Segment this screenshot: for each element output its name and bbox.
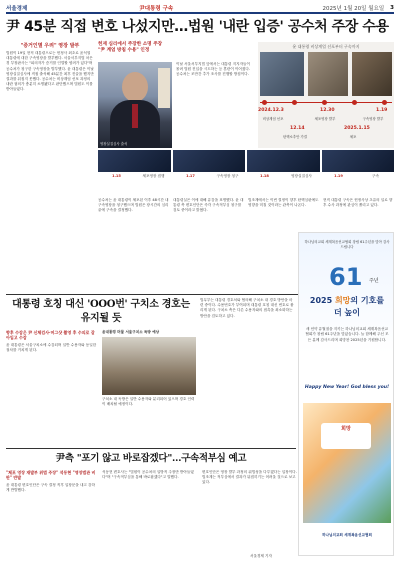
story2-column-3 [200,298,294,446]
timeline-photo [322,150,395,172]
president-photo [98,62,172,148]
story2-column-1 [6,330,98,419]
flag-shape [158,68,170,108]
infographic-photo-2 [308,52,348,96]
timeline-photo [247,150,320,172]
timeline-date: 2025.1.15 [344,126,370,131]
story2-column-2 [102,330,196,442]
ad-english-greeting: Happy New Year! God bless you! [304,385,390,390]
story2-image-caption: 윤대통령 머물 서울구치소 독방 예상 [102,330,160,334]
timeline-date: 1.19 [376,108,388,113]
story3-column-3-text: 변호인단은 영장 발부 과정의 위법성을 다투겠다는 입장이다. 법조계는 적부심에서 결과가 뒤집히기는 어려울 것으로 보고 있다. [202,470,297,485]
face-shape [122,72,148,102]
column-3-text: 이날 서울서부지법 앞에서는 대통령 지지자들이 몰려 법원 진입을 시도하는 등 혼란이 이어졌다. 공수처는 조만간 추가 조사를 진행할 방침이다. [176,62,250,77]
issue-date: 2025년 1월 20일 월요일 [322,6,385,12]
section-divider [6,448,296,449]
timeline-marks [98,174,394,179]
timeline-mark: 1.19 [334,174,343,178]
photo-caption: 영장실질심사 출석 [100,142,128,146]
sub-kicker: 헌재 심리에서 주장한 소명 주장 "尹 계엄 방침 수용" 인정 [98,42,163,53]
story3-column-3 [202,470,298,556]
ad-line-2: 더 높이 [334,308,360,317]
timeline-photo [98,150,171,172]
story3-column-2 [102,470,198,556]
timeline-label: 비상계엄 선포 [262,117,284,121]
timeline-date: 2024.12.3 [258,108,284,113]
ad-year: 2025 [309,296,335,305]
story2-column-3-text: 법무부는 대통령 경호처와 협의해 구치소 내 경호 방안을 마련 중이다. 수용번호가 부여되며 대통령 호칭 대신 번호로 불리게 된다. 구치소 측은 다른 수용자와의 접촉을 최소화하는 방안을 검토하고 있다. [200,298,294,318]
article-column-3 [176,62,254,148]
body-column: 현직 대통령 구속은 헌정사상 초유의 일로 향후 수사 과정에 관심이 쏠리고 있다. [323,198,393,208]
infographic-photo-1 [260,52,304,96]
timeline-mark: 구속 [372,174,379,178]
story3-column-1 [6,470,98,556]
lead-article [6,42,94,292]
ad-year-line [303,295,391,306]
ad-hope-word: 희망 [334,296,351,305]
story3-headline: 尹측 "포기 않고 바로잡겠다"…구속적부심 예고 [55,453,247,464]
section-name: 서울경제 [6,6,28,12]
timeline-infographic [258,42,394,148]
main-headline: 尹 45분 직접 변호 나섰지만…법원 '내란 입증' 공수처 주장 수용 [6,19,389,35]
timeline-photos [98,150,394,172]
ad-anniversary-number: 61 [329,263,363,291]
timeline-mark: 구속영장 청구 [216,174,239,178]
ad-badge: 희망 [321,423,371,449]
story2-image-text: 구치소 내 독방은 일반 수용자와 분리되어 있으며 경호 인력이 배치될 예정이다. [102,397,195,407]
ad-year-tail: 의 기호를 [350,296,385,305]
timeline-label: 구속영장 발부 [362,117,384,121]
timeline-label: 체포 [349,135,357,139]
timeline-dot [292,100,297,105]
story3-text: 윤 대통령 변호인단은 구속 결정 직후 입장문을 내고 강하게 반발했다. [6,482,95,493]
photo-timeline [98,150,394,196]
timeline-date: 12.14 [290,126,305,131]
ad-anniversary-suffix: 주년 [369,278,379,284]
timeline-date: 12.30 [320,108,335,113]
story2-kicker: 향후 수감은 尹 신체검사·머그샷 촬영 후 수의로 갈아입고 수감 [6,330,95,341]
church-anniversary-ad [298,232,394,556]
masthead [6,4,394,14]
ad-body: 새 언약 유월절을 지키는 하나님의교회 세계복음선교협회가 창립 61주년을 맞았습니다. 늘 함께해 주신 모든 분께 감사드리며 희망찬 2025년을 기원합니다. [305,327,389,342]
timeline-label: 체포영장 발부 [314,117,336,121]
sub-kicker-box [98,42,170,56]
body-column: 법조계에서는 이번 결정이 향후 탄핵심판에도 영향을 미칠 것이라는 관측이 나온다. [248,198,319,208]
timeline-mark: 체포영장 집행 [142,174,165,178]
story3-column-2-text: 석동현 변호사는 "법원이 공수처의 일방적 주장만 받아들였다"며 "구속적부심을 통해 바로잡겠다"고 말했다. [102,470,194,480]
timeline-dot [262,100,267,105]
infographic-photo-3 [352,52,392,96]
ad-small-text: 하나님의교회 세계복음선교협회 창립 61주년을 맞아 감사드립니다 [304,240,390,249]
timeline-dot [352,100,357,105]
ad-collage [303,403,391,523]
tie-shape [132,104,138,128]
ad-footer: 하나님의교회 세계복음선교협회 [322,533,372,537]
lead-text: 법원이 19일 현직 대통령으로는 헌정사 최초로 윤석열 대통령에 대한 구속영장을 발부했다. 서울서부지법 차은경 부장판사는 "피의자가 증거를 인멸할 염려가 있다"며 공수처가 청구한 구속영장을 발부했다. 윤 대통령은 이날 영장실질심사에 직접 출석해 45분간 최후 진술을 했지만 결과를 뒤집지 못했다. 공수처는 비상계엄 선포 과정의 내란 혐의가 충분히 소명됐다고 판단했으며 법원도 이를 받아들였다. [6,51,94,92]
body-column: 대통령실은 이에 대해 유감을 표명했다. 윤 대통령 측 변호인단은 즉각 구속적부심 청구를 검토 중이라고 밝혔다. [173,198,244,213]
story2-text: 윤 대통령은 서울구치소에 수감되며 일반 수용자와 동일한 절차를 거치게 된다. [6,342,97,353]
lead-kicker: "증거인멸 우려" 영장 발부 [20,43,80,49]
story2-image [102,337,196,395]
timeline-mark: 1.15 [112,174,121,178]
timeline-photo [173,150,246,172]
body-column: 공수처는 윤 대통령이 체포된 이후 48시간 내 구속영장을 청구했으며 법원은 장시간의 심리 끝에 구속을 결정했다. [98,198,169,213]
story3-kicker: "체포 영장 재발부 위법 주장" 석동현 "영장법관 비판" 반발 [6,470,96,481]
infographic-title: 윤 대통령 비상계엄 선포부터 구속까지 [292,44,360,49]
timeline-dot [382,100,387,105]
timeline-label: 탄핵소추안 가결 [282,135,307,139]
timeline-mark: 영장실질심사 [291,174,312,178]
byline: 서울경제 기자 [250,554,272,558]
timeline-mark: 1.17 [186,174,195,178]
timeline-dot [322,100,327,105]
section-label: 尹대통령 구속 [139,6,174,12]
story2-headline: 대통령 호칭 대신 'OOO번' 구치소 경호는 유지될 듯 [12,299,190,324]
page-number: 3 [390,5,394,11]
timeline-mark: 1.18 [260,174,269,178]
